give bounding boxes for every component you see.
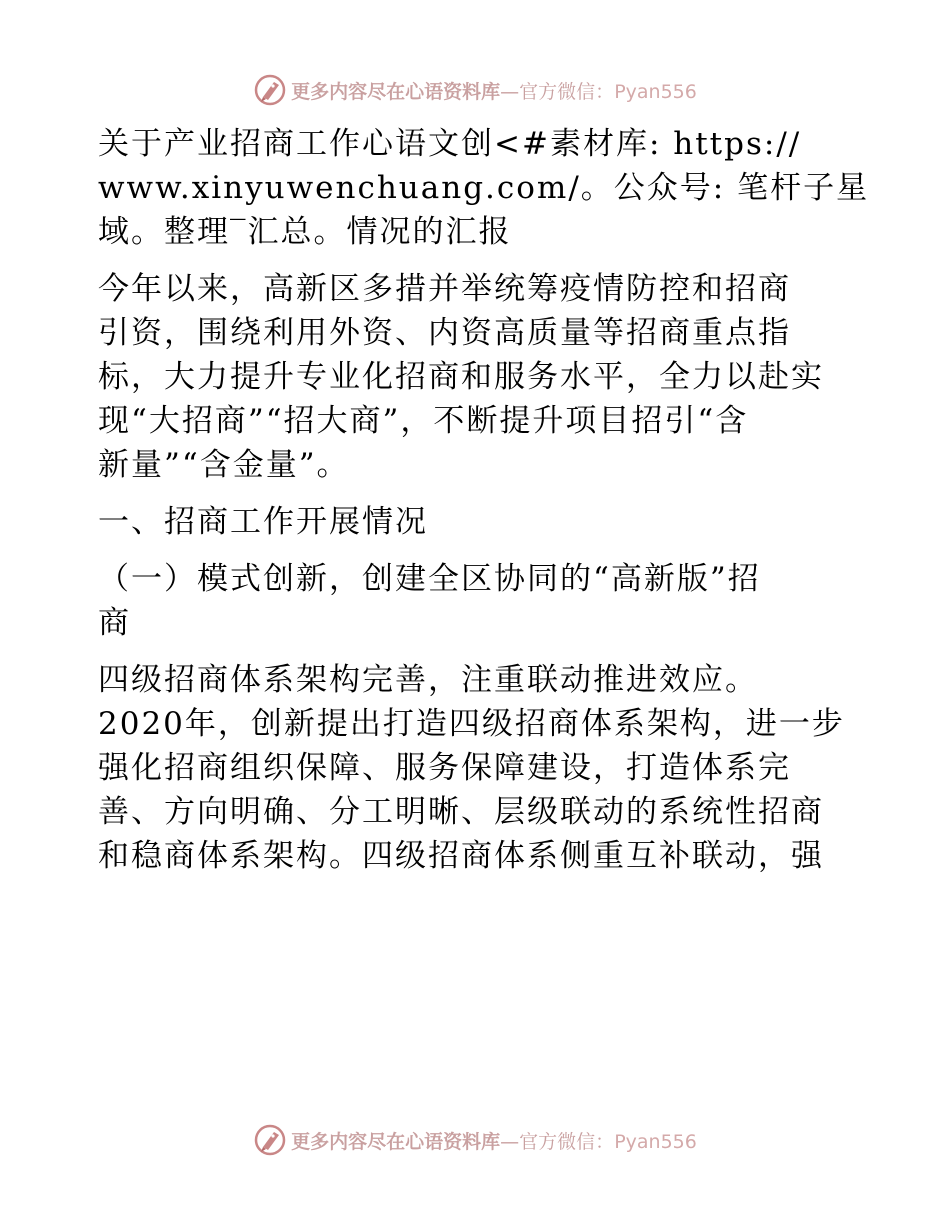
watermark-label: 官方微信：: [519, 1130, 615, 1153]
paragraph-gap: [98, 544, 858, 557]
subsection-line: 商: [98, 605, 131, 641]
section-heading: [98, 500, 858, 544]
body-line: 2020年，创新提出打造四级招商体系架构，进一步: [98, 706, 845, 742]
watermark-banner-bottom: [0, 1120, 950, 1160]
pen-nib-logo-icon: [253, 1123, 287, 1157]
intro-line: 标，大力提升专业化招商和服务水平，全力以赴实: [98, 359, 824, 395]
body-line: 善、方向明确、分工明晰、层级联动的系统性招商: [98, 794, 824, 830]
watermark-main-text: 更多内容尽在心语资料库: [291, 80, 501, 103]
body-line: 四级招商体系架构完善，注重联动推进效应。: [98, 662, 758, 698]
body-line: 强化招商组织保障、服务保障建设，打造体系完: [98, 750, 791, 786]
document-body: [98, 122, 870, 878]
paragraph-gap: [98, 254, 858, 267]
watermark-banner-top: [0, 70, 950, 110]
body-paragraph: [98, 658, 858, 878]
watermark-id: Pyan556: [614, 80, 697, 103]
paragraph-gap: [98, 645, 858, 658]
paragraph-gap: [98, 487, 858, 500]
intro-paragraph: [98, 267, 858, 487]
intro-line: 新量”“含金量”。: [98, 447, 350, 483]
title-line: www.xinyuwenchuang.com/。公众号: 笔杆子星: [98, 170, 870, 206]
intro-line: 引资，围绕利用外资、内资高质量等招商重点指: [98, 315, 791, 351]
watermark-separator: —: [500, 1130, 520, 1153]
watermark-id: Pyan556: [614, 1130, 697, 1153]
subsection-heading: [98, 557, 858, 645]
watermark-label: 官方微信：: [519, 80, 615, 103]
intro-line: 今年以来，高新区多措并举统筹疫情防控和招商: [98, 271, 791, 307]
title-line: 域。整理‾汇总。情况的汇报: [98, 214, 512, 250]
title-line: 关于产业招商工作心语文创<#素材库: https://: [98, 126, 802, 162]
section-heading-line: 一、招商工作开展情况: [98, 504, 428, 540]
document-title: [98, 122, 870, 254]
watermark-separator: —: [500, 80, 520, 103]
intro-line: 现“大招商”“招大商”，不断提升项目招引“含: [98, 403, 749, 439]
subsection-line: （一）模式创新，创建全区协同的“高新版”招: [98, 561, 761, 597]
body-line: 和稳商体系架构。四级招商体系侧重互补联动，强: [98, 838, 824, 874]
pen-nib-logo-icon: [253, 73, 287, 107]
watermark-main-text: 更多内容尽在心语资料库: [291, 1130, 501, 1153]
